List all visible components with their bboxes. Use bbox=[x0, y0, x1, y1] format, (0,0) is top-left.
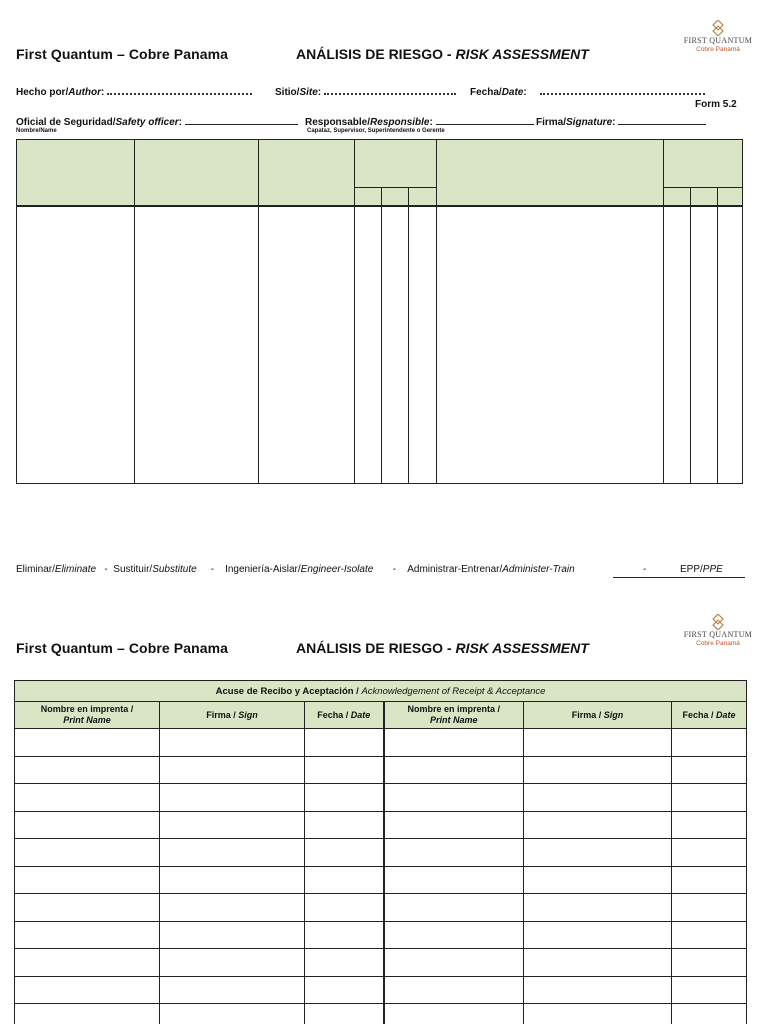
table-row bbox=[15, 839, 747, 867]
sign-cell[interactable] bbox=[524, 756, 672, 784]
table-row bbox=[15, 921, 747, 949]
column-divider bbox=[134, 140, 135, 483]
print-name-cell[interactable] bbox=[15, 894, 160, 922]
risk-table-header bbox=[17, 140, 742, 207]
print-name-cell[interactable] bbox=[15, 949, 160, 977]
print-name-cell[interactable] bbox=[384, 729, 524, 757]
diamond-logo-icon bbox=[710, 20, 726, 36]
print-name-cell[interactable] bbox=[15, 1004, 160, 1024]
hierarchy-ppe: EPP/PPE bbox=[680, 564, 723, 575]
author-blank[interactable] bbox=[107, 87, 252, 95]
sign-cell[interactable] bbox=[524, 1004, 672, 1024]
company-name: First Quantum – Cobre Panama bbox=[16, 46, 229, 62]
subheader-rule bbox=[663, 187, 743, 188]
date-cell[interactable] bbox=[672, 784, 747, 812]
print-name-cell[interactable] bbox=[384, 784, 524, 812]
date-cell[interactable] bbox=[672, 894, 747, 922]
table-row bbox=[15, 784, 747, 812]
sign-cell[interactable] bbox=[160, 1004, 305, 1024]
table-row bbox=[15, 894, 747, 922]
sign-cell[interactable] bbox=[160, 921, 305, 949]
safety-officer-field[interactable]: Oficial de Seguridad/Safety officer: bbox=[16, 116, 298, 128]
date-cell[interactable] bbox=[305, 976, 384, 1004]
print-name-cell[interactable] bbox=[15, 866, 160, 894]
sign-cell[interactable] bbox=[524, 866, 672, 894]
print-name-cell[interactable] bbox=[384, 756, 524, 784]
date-cell[interactable] bbox=[305, 784, 384, 812]
sign-cell[interactable] bbox=[160, 756, 305, 784]
print-name-cell[interactable] bbox=[15, 811, 160, 839]
print-name-header: Nombre en imprenta / Print Name bbox=[384, 702, 524, 729]
print-name-cell[interactable] bbox=[384, 949, 524, 977]
acknowledgement-banner: Acuse de Recibo y Aceptación / Acknowledgement of Receipt & Acceptance bbox=[15, 681, 747, 702]
table-row bbox=[15, 811, 747, 839]
column-divider bbox=[717, 187, 718, 483]
print-name-cell[interactable] bbox=[384, 866, 524, 894]
sign-cell[interactable] bbox=[524, 894, 672, 922]
signature-field[interactable]: Firma/Signature: bbox=[536, 116, 706, 128]
sign-cell[interactable] bbox=[160, 839, 305, 867]
document-title: ANÁLISIS DE RIESGO - RISK ASSESSMENT bbox=[296, 46, 589, 62]
date-cell[interactable] bbox=[672, 1004, 747, 1024]
date-cell[interactable] bbox=[672, 976, 747, 1004]
sign-cell[interactable] bbox=[160, 894, 305, 922]
column-divider bbox=[690, 187, 691, 483]
date-cell[interactable] bbox=[305, 729, 384, 757]
date-cell[interactable] bbox=[672, 949, 747, 977]
date-cell[interactable] bbox=[305, 949, 384, 977]
company-logo-page2: FIRST QUANTUM Cobre Panamá bbox=[683, 614, 753, 649]
date-cell[interactable] bbox=[672, 756, 747, 784]
column-divider bbox=[408, 187, 409, 483]
column-divider bbox=[258, 140, 259, 483]
date-cell[interactable] bbox=[672, 729, 747, 757]
company-name-page2: First Quantum – Cobre Panama bbox=[16, 640, 229, 656]
print-name-cell[interactable] bbox=[15, 756, 160, 784]
sign-cell[interactable] bbox=[160, 811, 305, 839]
print-name-cell[interactable] bbox=[384, 839, 524, 867]
acknowledgement-table bbox=[14, 680, 747, 1024]
safety-officer-blank[interactable] bbox=[185, 116, 298, 125]
sign-cell[interactable] bbox=[160, 729, 305, 757]
site-field[interactable]: Sitio/Site: bbox=[275, 87, 456, 98]
column-divider bbox=[663, 140, 664, 483]
table-row bbox=[15, 756, 747, 784]
print-name-cell[interactable] bbox=[384, 894, 524, 922]
print-name-cell[interactable] bbox=[384, 811, 524, 839]
sign-cell[interactable] bbox=[524, 921, 672, 949]
date-field[interactable]: Fecha/Date: bbox=[470, 87, 705, 98]
date-cell[interactable] bbox=[672, 839, 747, 867]
sign-header: Firma / Sign bbox=[160, 702, 305, 729]
table-row bbox=[15, 1004, 747, 1024]
sign-cell[interactable] bbox=[160, 784, 305, 812]
print-name-cell[interactable] bbox=[15, 784, 160, 812]
sign-cell[interactable] bbox=[524, 839, 672, 867]
column-divider bbox=[354, 140, 355, 483]
company-logo: FIRST QUANTUM Cobre Panamá bbox=[683, 20, 753, 55]
sign-cell[interactable] bbox=[160, 949, 305, 977]
column-divider bbox=[436, 140, 437, 483]
risk-assessment-table bbox=[16, 139, 743, 484]
date-cell[interactable] bbox=[305, 1004, 384, 1024]
print-name-cell[interactable] bbox=[384, 1004, 524, 1024]
date-cell[interactable] bbox=[672, 866, 747, 894]
print-name-cell[interactable] bbox=[15, 729, 160, 757]
responsible-field[interactable]: Responsable/Responsible: bbox=[305, 116, 534, 128]
table-row bbox=[15, 976, 747, 1004]
site-blank[interactable] bbox=[324, 87, 456, 95]
print-name-header: Nombre en imprenta / Print Name bbox=[15, 702, 160, 729]
date-cell[interactable] bbox=[672, 811, 747, 839]
hierarchy-of-controls: Eliminar/Eliminate - Sustituir/Substitute - Ingeniería-Aislar/Engineer-Isolate - Administrar-Entrenar/Administer-Train bbox=[16, 564, 575, 575]
print-name-cell[interactable] bbox=[15, 839, 160, 867]
date-cell[interactable] bbox=[305, 866, 384, 894]
signature-blank[interactable] bbox=[618, 116, 706, 125]
date-blank[interactable] bbox=[540, 87, 705, 95]
responsible-note: Capataz, Supervisor, Superintendente o Gerente bbox=[307, 128, 445, 134]
sign-cell[interactable] bbox=[524, 729, 672, 757]
hierarchy-separator: - bbox=[643, 564, 647, 575]
date-cell[interactable] bbox=[305, 811, 384, 839]
print-name-cell[interactable] bbox=[15, 921, 160, 949]
date-cell[interactable] bbox=[672, 921, 747, 949]
date-cell[interactable] bbox=[305, 921, 384, 949]
print-name-cell[interactable] bbox=[384, 921, 524, 949]
table-row bbox=[15, 729, 747, 757]
name-note: Nombre/Name bbox=[16, 128, 57, 134]
form-number: Form 5.2 bbox=[695, 99, 737, 110]
author-field[interactable]: Hecho por/Author: bbox=[16, 87, 252, 98]
responsible-blank[interactable] bbox=[436, 116, 534, 125]
print-name-cell[interactable] bbox=[384, 976, 524, 1004]
document-title-page2: ANÁLISIS DE RIESGO - RISK ASSESSMENT bbox=[296, 640, 589, 656]
sign-cell[interactable] bbox=[524, 784, 672, 812]
table-row bbox=[15, 866, 747, 894]
sign-cell[interactable] bbox=[524, 949, 672, 977]
date-cell[interactable] bbox=[305, 839, 384, 867]
date-header: Fecha / Date bbox=[305, 702, 384, 729]
sign-cell[interactable] bbox=[160, 866, 305, 894]
date-cell[interactable] bbox=[305, 756, 384, 784]
date-header: Fecha / Date bbox=[672, 702, 747, 729]
sign-cell[interactable] bbox=[524, 976, 672, 1004]
diamond-logo-icon bbox=[710, 614, 726, 630]
acknowledgement-rows bbox=[15, 729, 747, 1024]
date-cell[interactable] bbox=[305, 894, 384, 922]
subheader-rule bbox=[354, 187, 436, 188]
table-row bbox=[15, 949, 747, 977]
sign-header: Firma / Sign bbox=[524, 702, 672, 729]
column-divider bbox=[381, 187, 382, 483]
ppe-underline bbox=[613, 577, 745, 578]
print-name-cell[interactable] bbox=[15, 976, 160, 1004]
sign-cell[interactable] bbox=[524, 811, 672, 839]
sign-cell[interactable] bbox=[160, 976, 305, 1004]
